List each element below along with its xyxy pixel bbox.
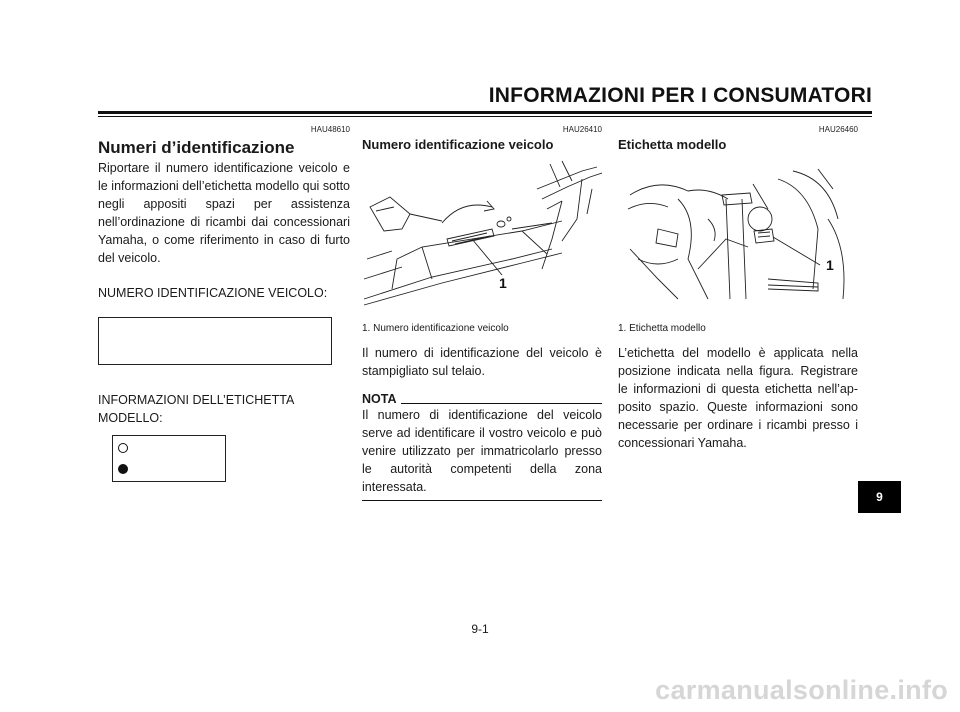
open-circle-icon bbox=[118, 443, 128, 453]
vin-paragraph: Il numero di identificazione del veicolo è stampigliato sul telaio. bbox=[362, 346, 602, 378]
figure-callout-1: 1 bbox=[499, 275, 507, 291]
filled-circle-icon bbox=[118, 464, 128, 474]
note-rule bbox=[401, 403, 603, 404]
section-heading: Etichetta modello bbox=[618, 137, 727, 152]
header-rule bbox=[98, 111, 872, 114]
frame-illustration bbox=[362, 159, 602, 309]
column-identification-numbers bbox=[98, 124, 350, 482]
page-header-title: INFORMAZIONI PER I CONSUMATORI bbox=[488, 84, 872, 107]
section-heading: Numeri d’identificazione bbox=[98, 138, 295, 157]
chapter-tab: 9 bbox=[858, 481, 901, 513]
vin-entry-box bbox=[98, 317, 332, 365]
model-label-paragraph: L’etichetta del modello è applicata nella posizione indicata nella figura. Registrare le informazioni di questa etichetta nell’apposito spazio. Queste informazioni sono necessarie per ordinare i ricambi presso i concessionari Yamaha. bbox=[618, 346, 858, 450]
note-text: Il numero di identificazione del veicolo serve ad identificare il vostro veicolo e può venire utilizzato per immatricolarlo presso le autorità competenti della zona interessata. bbox=[362, 408, 602, 494]
note-end-rule bbox=[362, 500, 602, 501]
header-rule-thin bbox=[98, 116, 872, 117]
model-label-illustration bbox=[618, 159, 858, 309]
watermark: carmanualsonline.info bbox=[655, 675, 948, 705]
column-vehicle-id-number bbox=[362, 124, 602, 501]
column-model-label bbox=[618, 124, 858, 452]
figure-caption: 1. Etichetta modello bbox=[618, 323, 706, 334]
section-code: HAU48610 bbox=[310, 125, 350, 134]
section-code: HAU26460 bbox=[818, 125, 858, 134]
figure-caption: 1. Numero identificazione veicolo bbox=[362, 323, 509, 334]
figure-callout-1: 1 bbox=[826, 257, 834, 273]
vin-field-label: NUMERO IDENTIFICAZIONE VEICOLO: bbox=[98, 286, 328, 300]
section-code: HAU26410 bbox=[562, 125, 602, 134]
model-label-field-label: INFORMAZIONI DELL’ETICHETTA MODELLO: bbox=[98, 393, 294, 425]
model-label-entry-box bbox=[112, 435, 226, 482]
section-heading: Numero identificazione veicolo bbox=[362, 137, 554, 152]
note-title: NOTA bbox=[362, 392, 397, 406]
intro-paragraph: Riportare il numero identificazione veicolo e le informazioni dell’etichetta modello qui sotto negli appositi spazi per assistenza nell’ordinazione di ricambi dai concessionari Yamaha, o come riferimento in caso di furto del veicolo. bbox=[98, 161, 350, 265]
page-number: 9-1 bbox=[471, 622, 489, 636]
note-header bbox=[362, 392, 602, 406]
